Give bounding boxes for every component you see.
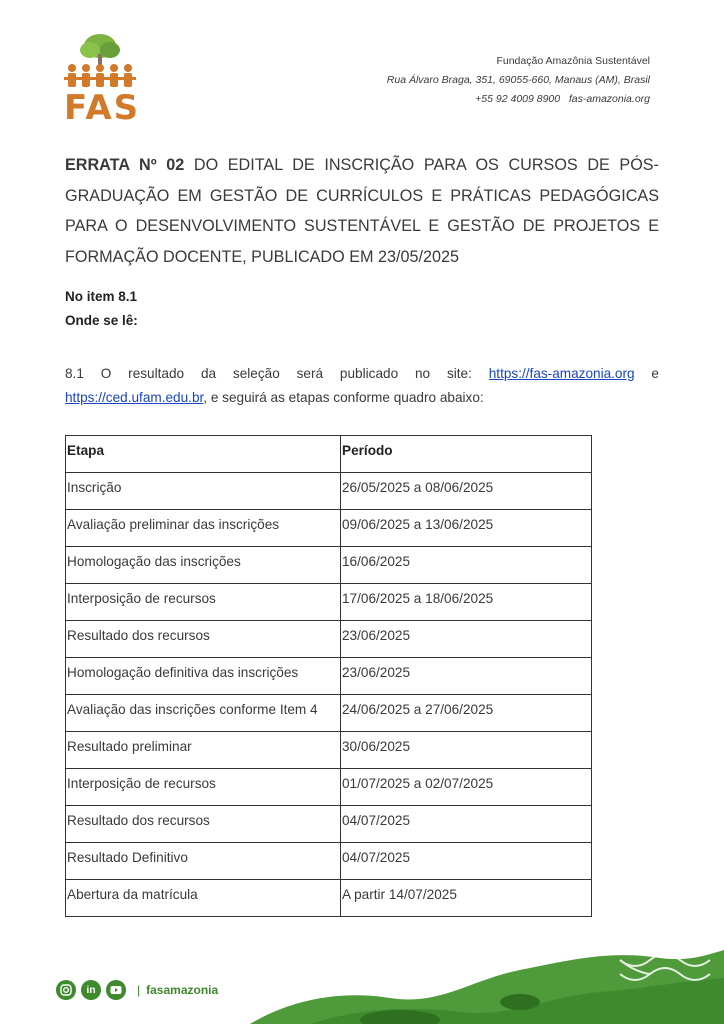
linkedin-icon[interactable]: in [81,980,101,1000]
table-row [66,584,592,621]
table-row [66,806,592,843]
table-row [66,510,592,547]
youtube-icon[interactable] [106,980,126,1000]
etapa-cell: Homologação definitiva das inscrições [66,658,341,695]
table-row [66,621,592,658]
org-contact: +55 92 4009 8900 fas-amazonia.org [475,93,650,105]
instagram-icon[interactable] [56,980,76,1000]
paragraph-after: , e seguirá as etapas conforme quadro abaixo: [203,390,484,405]
periodo-cell: 17/06/2025 a 18/06/2025 [341,584,592,621]
periodo-cell: 09/06/2025 a 13/06/2025 [341,510,592,547]
org-address: Rua Álvaro Braga, 351, 69055-660, Manaus (AM), Brasil [386,74,650,86]
periodo-cell: 04/07/2025 [341,843,592,880]
header-etapa: Etapa [66,436,341,473]
title-text: DO EDITAL DE INSCRIÇÃO PARA OS CURSOS DE PÓS-GRADUAÇÃO EM GESTÃO DE CURRÍCULOS E PRÁTICAS PEDAGÓGICAS PARA O DESENVOLVIMENTO SUSTENTÁVEL E GESTÃO DE PROJETOS E FORMAÇÃO DOCENTE, PUBLICADO EM 23/05/2025 [65,156,659,266]
periodo-cell: 23/06/2025 [341,658,592,695]
table-row [66,473,592,510]
social-handle[interactable] [137,983,218,997]
table-row [66,547,592,584]
footer-separator: | [137,983,141,997]
table-header-row [66,436,592,473]
etapa-cell: Interposição de recursos [66,584,341,621]
periodo-cell: 04/07/2025 [341,806,592,843]
etapa-cell: Resultado dos recursos [66,621,341,658]
etapa-cell: Inscrição [66,473,341,510]
paragraph-before: 8.1 O resultado da seleção será publicado no site: [65,366,489,381]
schedule-table [65,435,592,917]
periodo-cell: 24/06/2025 a 27/06/2025 [341,695,592,732]
etapa-cell: Resultado Definitivo [66,843,341,880]
item-paragraph [65,362,659,410]
etapa-cell: Abertura da matrícula [66,880,341,917]
table-row [66,769,592,806]
logo-text: FAS [64,88,141,128]
periodo-cell: 16/06/2025 [341,547,592,584]
link-ced-ufam[interactable]: https://ced.ufam.edu.br [65,390,204,405]
table-row [66,695,592,732]
organization-info [387,52,650,109]
etapa-cell: Interposição de recursos [66,769,341,806]
etapa-cell: Resultado preliminar [66,732,341,769]
table-row [66,880,592,917]
link-fas-amazonia[interactable]: https://fas-amazonia.org [488,366,635,381]
document-title [65,150,659,272]
footer-forest-wave [250,940,724,1024]
periodo-cell: 23/06/2025 [341,621,592,658]
handle-text: fasamazonia [146,983,219,997]
etapa-cell: Avaliação das inscrições conforme Item 4 [66,695,341,732]
header-periodo: Período [341,436,592,473]
periodo-cell: 01/07/2025 a 02/07/2025 [341,769,592,806]
etapa-cell: Resultado dos recursos [66,806,341,843]
item-label: No item 8.1 [65,289,138,304]
periodo-cell: A partir 14/07/2025 [341,880,592,917]
etapa-cell: Avaliação preliminar das inscrições [66,510,341,547]
table-row [66,843,592,880]
periodo-cell: 30/06/2025 [341,732,592,769]
periodo-cell: 26/05/2025 a 08/06/2025 [341,473,592,510]
table-row [66,658,592,695]
paragraph-middle: e [634,366,659,381]
onde-label: Onde se lê: [65,313,138,328]
table-row [66,732,592,769]
footer-social [56,980,218,1000]
org-name: Fundação Amazônia Sustentável [496,55,650,67]
etapa-cell: Homologação das inscrições [66,547,341,584]
errata-number: ERRATA Nº 02 [65,156,185,174]
